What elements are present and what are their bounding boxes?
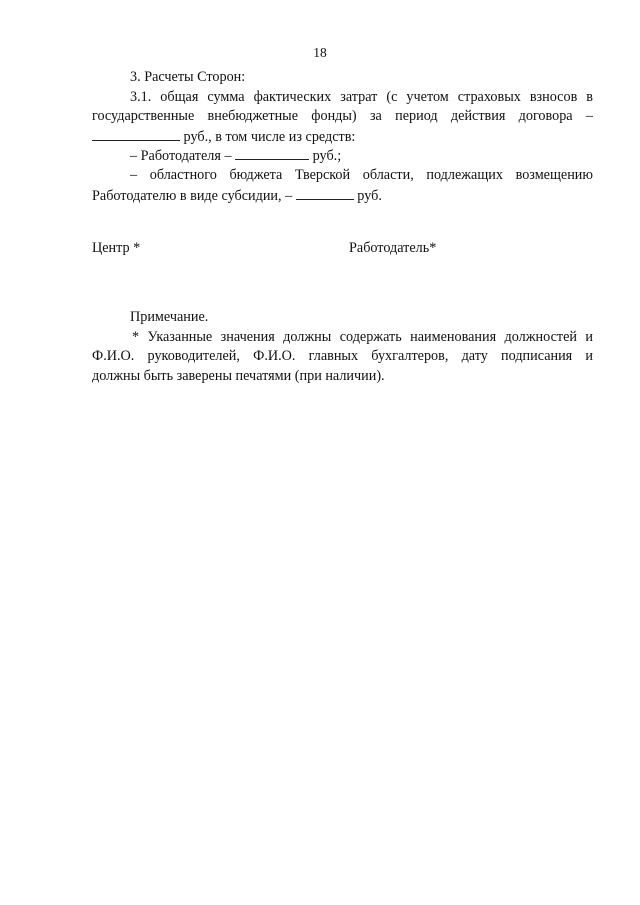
settlements-section: [92, 68, 593, 205]
item-text-line-1: 3.1. общая сумма фактических затрат (с учетом страховых взносов в: [130, 88, 593, 105]
note-title: Примечание.: [130, 309, 209, 325]
subsidy-unit: руб.: [357, 187, 382, 204]
page-number: 18: [313, 45, 327, 60]
subsidy-amount-blank: [296, 186, 354, 200]
note-section: [92, 308, 593, 386]
signature-center: Центр *: [92, 240, 141, 256]
note-line-1: * Указанные значения должны содержать наименования должностей и: [132, 328, 593, 345]
signature-row: [92, 238, 593, 258]
total-amount-line: [92, 127, 593, 147]
total-amount-tail: руб., в том числе из средств:: [183, 128, 356, 145]
subsidy-line: [92, 186, 593, 206]
employer-label: – Работодателя –: [130, 148, 232, 165]
signature-employer: Работодатель*: [349, 240, 437, 256]
employer-amount-blank: [235, 146, 309, 160]
employer-unit: руб.;: [312, 148, 342, 165]
subsidy-label: Работодателю в виде субсидии, –: [92, 187, 293, 204]
item-text-line-2: государственные внебюджетные фонды) за период действия договора –: [92, 108, 593, 125]
note-line-2: Ф.И.О. руководителей, Ф.И.О. главных бухгалтеров, дату подписания и: [92, 348, 593, 365]
total-amount-blank: [92, 127, 180, 141]
section-heading: 3. Расчеты Сторон:: [130, 69, 246, 85]
budget-line: – областного бюджета Тверской области, подлежащих возмещению: [130, 166, 593, 183]
note-line-3: должны быть заверены печатями (при наличии).: [92, 367, 385, 384]
employer-line: [92, 146, 593, 166]
